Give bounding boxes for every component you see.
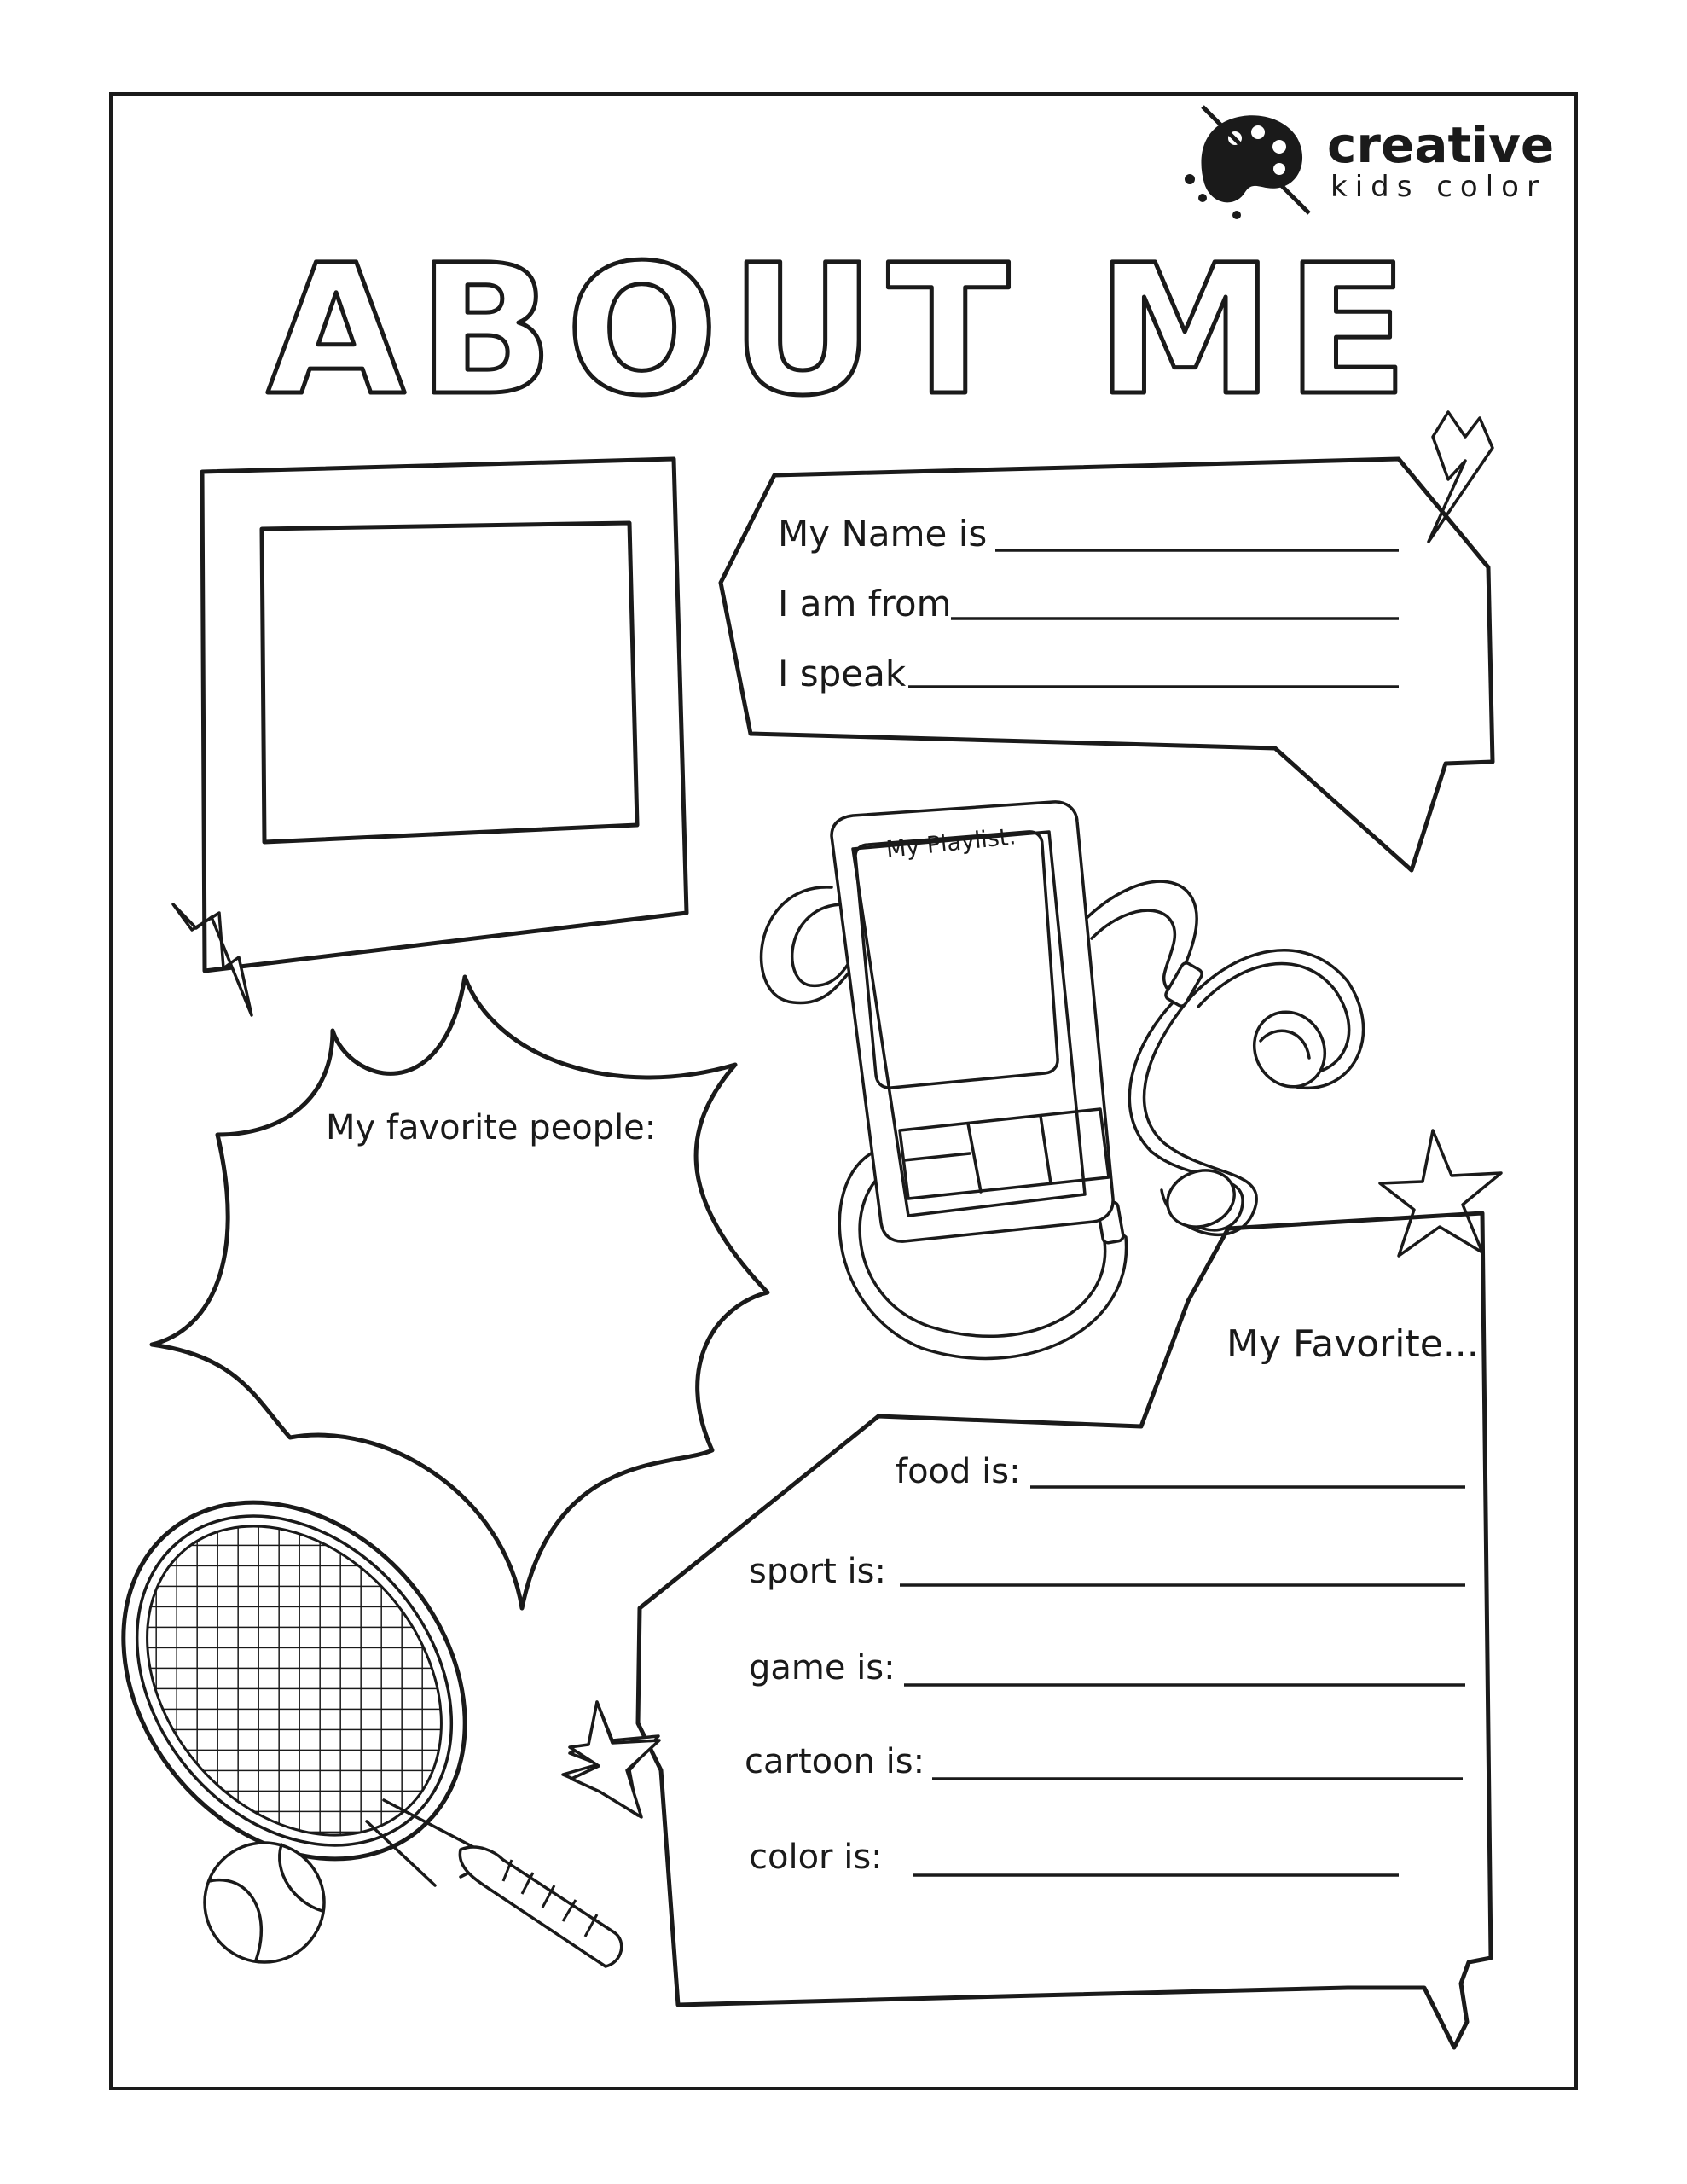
name-label: My Name is	[778, 513, 988, 555]
brand-tagline: kids color	[1330, 170, 1546, 204]
page-title: ABOUT ME	[266, 226, 1421, 435]
tennis-racket	[53, 1434, 622, 1966]
palette-icon	[1185, 107, 1309, 219]
from-label: I am from	[778, 583, 952, 624]
favorites-heading: My Favorite...	[1226, 1322, 1479, 1366]
game-label: game is:	[749, 1648, 896, 1687]
intro-fields	[778, 513, 1399, 694]
speak-label: I speak	[778, 653, 907, 694]
favorites-fields	[745, 1322, 1479, 1877]
sport-label: sport is:	[749, 1552, 886, 1591]
tennis-ball	[205, 1843, 324, 1962]
lightning-bolt-icon	[1429, 412, 1493, 542]
lightning-bolt-icon	[173, 904, 252, 1015]
photo-frame	[202, 459, 687, 971]
brand-name: creative	[1327, 116, 1555, 174]
music-player	[762, 802, 1364, 1359]
favorite-people-label: My favorite people:	[326, 1108, 657, 1147]
favorite-people-bubble[interactable]	[152, 977, 768, 1608]
food-label: food is:	[896, 1452, 1021, 1491]
brand-logo	[1185, 107, 1554, 219]
cartoon-label: cartoon is:	[745, 1742, 925, 1781]
color-label: color is:	[749, 1838, 883, 1877]
playlist-label: My Playlist:	[884, 823, 1017, 863]
